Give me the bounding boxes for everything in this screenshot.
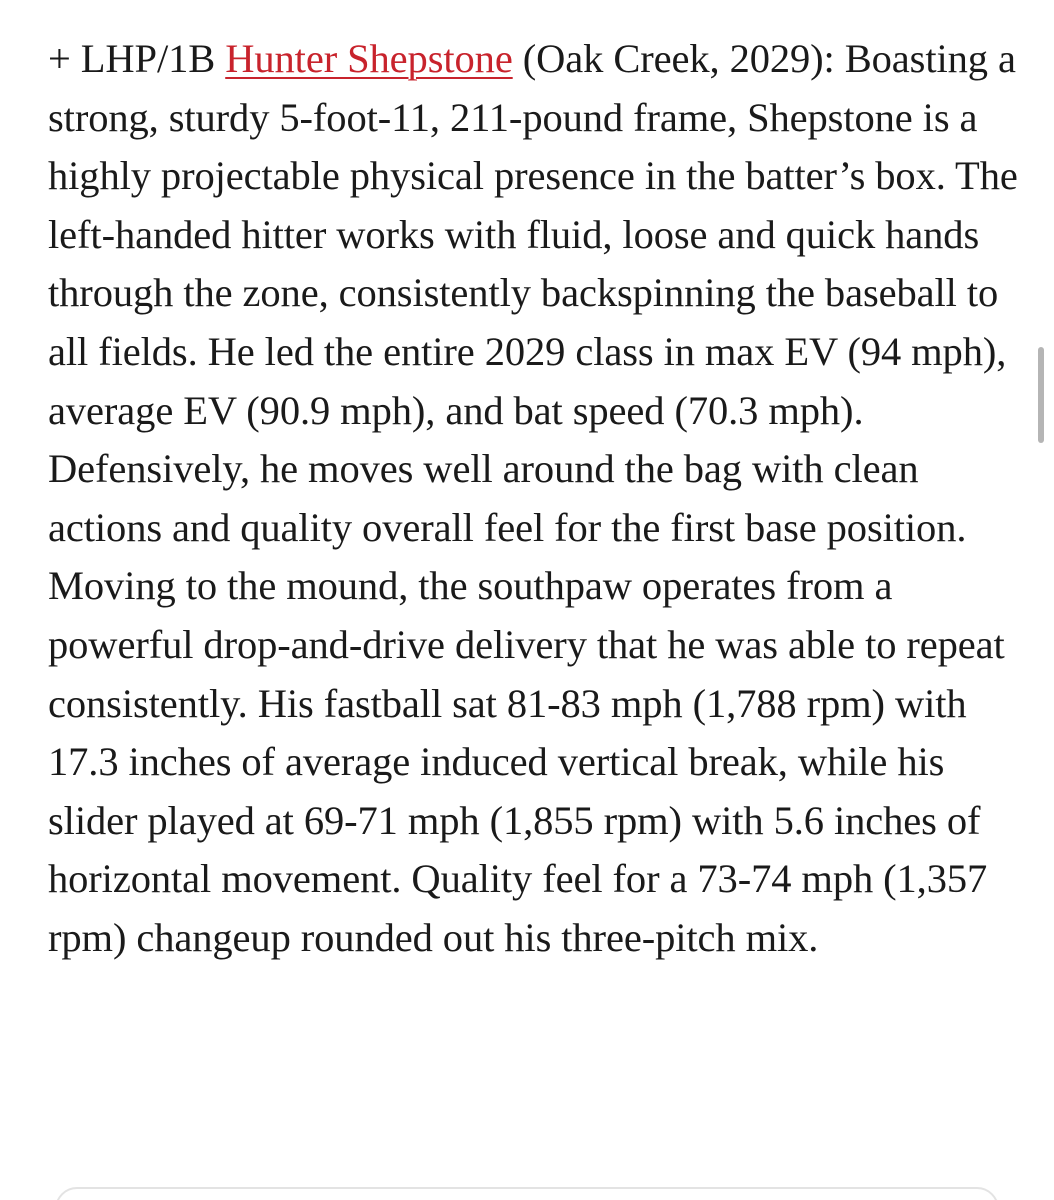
next-content-card [55,1187,999,1200]
player-description: (Oak Creek, 2029): Boasting a strong, sturdy 5-foot-11, 211-pound frame, Shepstone is a highly projectable physical presence in the batter’s box. The left-handed hitter works with fluid, loose and quick hands through the zone, consistently backspinning the baseball to all fields. He led the entire 2029 class in max EV (94 mph), average EV (90.9 mph), and bat speed (70.3 mph). Defensively, he moves well around the bag with clean actions and quality overall feel for the first base position. Moving to the mound, the southpaw operates from a powerful drop-and-drive delivery that he was able to repeat consistently. His fastball sat 81-83 mph (1,788 rpm) with 17.3 inches of average induced vertical break, while his slider played at 69-71 mph (1,855 rpm) with 5.6 inches of horizontal movement. Quality feel for a 73-74 mph (1,357 rpm) changeup rounded out his three-pitch mix. [48,36,1018,960]
player-name-link[interactable]: Hunter Shepstone [225,36,513,81]
vertical-scrollbar[interactable] [1038,347,1044,443]
position-prefix: + LHP/1B [48,36,226,81]
article-paragraph [48,30,1023,968]
